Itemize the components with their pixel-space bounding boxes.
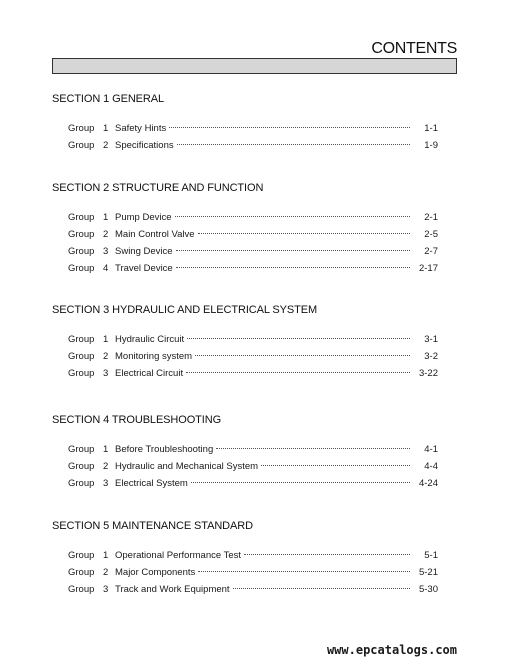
page-number: 2-17 <box>418 263 438 274</box>
dot-leader <box>177 144 410 145</box>
entry-title: Before Troubleshooting <box>115 444 214 455</box>
dot-leader <box>261 465 410 466</box>
section-1 <box>52 92 452 154</box>
group-number: 1 <box>103 550 109 561</box>
page-number: 5-1 <box>424 550 438 561</box>
dot-leader <box>195 355 410 356</box>
toc-entry[interactable] <box>52 260 438 277</box>
entry-title: Travel Device <box>115 263 173 274</box>
entry-title: Electrical Circuit <box>115 368 184 379</box>
entry-title: Monitoring system <box>115 351 193 362</box>
group-number: 3 <box>103 478 109 489</box>
group-word: Group <box>68 368 95 379</box>
toc-entry[interactable] <box>52 458 438 475</box>
group-number: 2 <box>103 461 109 472</box>
section-3 <box>52 303 452 382</box>
toc-entry[interactable] <box>52 365 438 382</box>
entry-title: Track and Work Equipment <box>115 584 230 595</box>
group-number: 2 <box>103 351 109 362</box>
page-number: 3-2 <box>424 351 438 362</box>
dot-leader <box>191 482 410 483</box>
dot-leader <box>176 267 410 268</box>
group-number: 2 <box>103 567 109 578</box>
entry-title: Main Control Valve <box>115 229 195 240</box>
group-number: 1 <box>103 334 109 345</box>
group-number: 1 <box>103 212 109 223</box>
title-bar <box>52 58 457 74</box>
group-word: Group <box>68 263 95 274</box>
page-number: 4-4 <box>424 461 438 472</box>
page-number: 1-1 <box>424 123 438 134</box>
toc-entry[interactable] <box>52 348 438 365</box>
section-heading: SECTION 3 HYDRAULIC AND ELECTRICAL SYSTEM <box>52 304 318 316</box>
group-number: 1 <box>103 123 109 134</box>
toc-entry[interactable] <box>52 475 438 492</box>
section-heading: SECTION 1 GENERAL <box>52 93 164 105</box>
dot-leader <box>198 233 410 234</box>
group-word: Group <box>68 584 95 595</box>
group-word: Group <box>68 212 95 223</box>
group-number: 3 <box>103 584 109 595</box>
toc-entry[interactable] <box>52 226 438 243</box>
section-4 <box>52 413 452 492</box>
page-number: 4-24 <box>418 478 438 489</box>
dot-leader <box>186 372 410 373</box>
page-number: 3-22 <box>418 368 438 379</box>
entry-title: Swing Device <box>115 246 173 257</box>
group-word: Group <box>68 229 95 240</box>
toc-entry[interactable] <box>52 581 438 598</box>
group-number: 2 <box>103 229 109 240</box>
page-title: CONTENTS <box>371 40 457 57</box>
group-word: Group <box>68 461 95 472</box>
entry-title: Electrical System <box>115 478 188 489</box>
toc-entry[interactable] <box>52 564 438 581</box>
section-heading: SECTION 2 STRUCTURE AND FUNCTION <box>52 182 264 194</box>
section-heading: SECTION 5 MAINTENANCE STANDARD <box>52 520 253 532</box>
page-number: 3-1 <box>424 334 438 345</box>
group-word: Group <box>68 351 95 362</box>
group-word: Group <box>68 550 95 561</box>
page-number: 2-5 <box>424 229 438 240</box>
page-number: 2-1 <box>424 212 438 223</box>
entry-title: Hydraulic and Mechanical System <box>115 461 259 472</box>
group-word: Group <box>68 444 95 455</box>
page-number: 1-9 <box>424 140 438 151</box>
page-number: 4-1 <box>424 444 438 455</box>
dot-leader <box>233 588 410 589</box>
dot-leader <box>169 127 410 128</box>
dot-leader <box>244 554 410 555</box>
toc-entry[interactable] <box>52 137 438 154</box>
group-number: 4 <box>103 263 109 274</box>
entry-title: Specifications <box>115 140 174 151</box>
page-number: 5-30 <box>418 584 438 595</box>
section-heading: SECTION 4 TROUBLESHOOTING <box>52 414 222 426</box>
group-word: Group <box>68 334 95 345</box>
section-5 <box>52 519 452 598</box>
group-word: Group <box>68 246 95 257</box>
group-word: Group <box>68 478 95 489</box>
entry-title: Safety Hints <box>115 123 167 134</box>
toc-entry[interactable] <box>52 120 438 137</box>
page-number: 2-7 <box>424 246 438 257</box>
group-number: 3 <box>103 246 109 257</box>
group-number: 2 <box>103 140 109 151</box>
group-number: 1 <box>103 444 109 455</box>
entry-title: Major Components <box>115 567 196 578</box>
toc-entry[interactable] <box>52 441 438 458</box>
entry-title: Pump Device <box>115 212 172 223</box>
toc-entry[interactable] <box>52 209 438 226</box>
dot-leader <box>176 250 410 251</box>
dot-leader <box>187 338 410 339</box>
toc-entry[interactable] <box>52 331 438 348</box>
dot-leader <box>216 448 410 449</box>
group-number: 3 <box>103 368 109 379</box>
group-word: Group <box>68 123 95 134</box>
toc-entry[interactable] <box>52 243 438 260</box>
entry-title: Operational Performance Test <box>115 550 242 561</box>
website-watermark: www.epcatalogs.com <box>326 643 457 657</box>
group-word: Group <box>68 567 95 578</box>
dot-leader <box>198 571 410 572</box>
section-2 <box>52 181 452 277</box>
dot-leader <box>175 216 411 217</box>
entry-title: Hydraulic Circuit <box>115 334 185 345</box>
group-word: Group <box>68 140 95 151</box>
toc-entry[interactable] <box>52 547 438 564</box>
page-number: 5-21 <box>418 567 438 578</box>
